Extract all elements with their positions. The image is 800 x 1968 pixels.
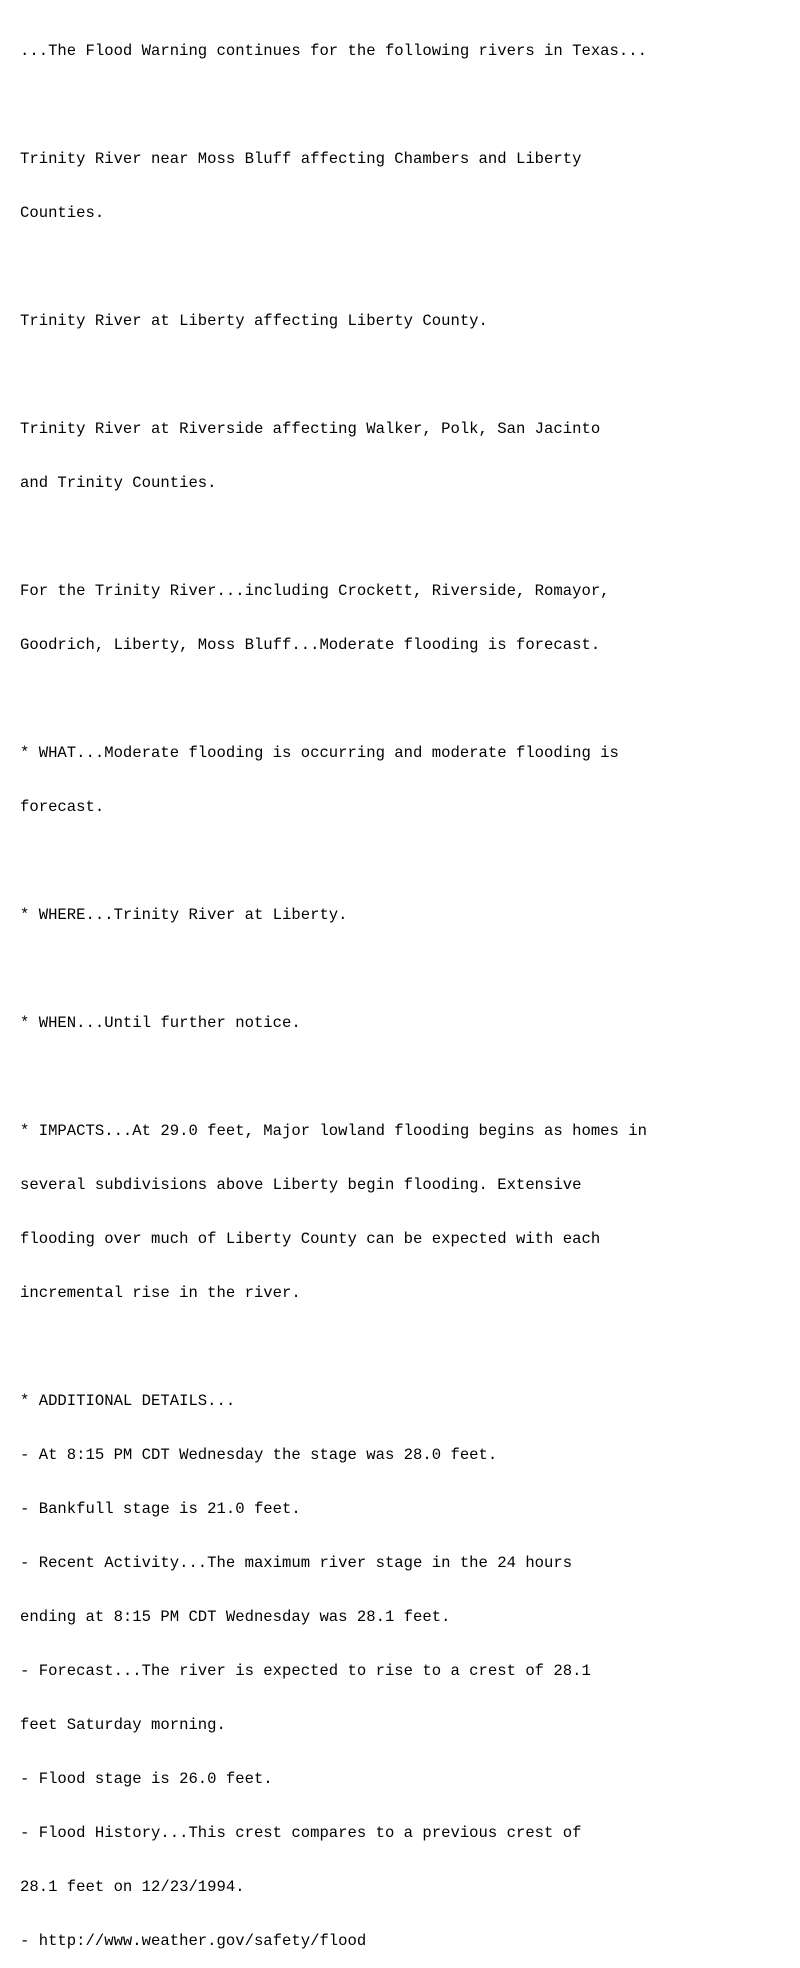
forecast-line-1: - Forecast...The river is expected to rise to a crest of 28.1 — [20, 1662, 591, 1680]
summary-line-1: For the Trinity River...including Crockett, Riverside, Romayor, — [20, 582, 610, 600]
river-riverside-line-1: Trinity River at Riverside affecting Walker, Polk, San Jacinto — [20, 420, 601, 438]
current-stage-line: - At 8:15 PM CDT Wednesday the stage was 28.0 feet. — [20, 1446, 498, 1464]
blank-line — [20, 366, 800, 384]
header-line: ...The Flood Warning continues for the following rivers in Texas... — [20, 42, 647, 60]
bankfull-stage-line: - Bankfull stage is 21.0 feet. — [20, 1500, 301, 1518]
impacts-line-1: * IMPACTS...At 29.0 feet, Major lowland flooding begins as homes in — [20, 1122, 647, 1140]
blank-line — [20, 96, 800, 114]
safety-link[interactable]: - http://www.weather.gov/safety/flood — [20, 1932, 367, 1950]
recent-activity-line-1: - Recent Activity...The maximum river stage in the 24 hours — [20, 1554, 573, 1572]
blank-line — [20, 960, 800, 978]
blank-line — [20, 528, 800, 546]
blank-line — [20, 1068, 800, 1086]
what-line-2: forecast. — [20, 798, 105, 816]
blank-line — [20, 690, 800, 708]
river-moss-bluff-line-2: Counties. — [20, 204, 105, 222]
flood-history-line-2: 28.1 feet on 12/23/1994. — [20, 1878, 245, 1896]
blank-line — [20, 1338, 800, 1356]
when-line: * WHEN...Until further notice. — [20, 1014, 301, 1032]
river-liberty-line: Trinity River at Liberty affecting Liberty County. — [20, 312, 488, 330]
river-moss-bluff-line-1: Trinity River near Moss Bluff affecting Chambers and Liberty — [20, 150, 582, 168]
flood-stage-line: - Flood stage is 26.0 feet. — [20, 1770, 273, 1788]
where-line: * WHERE...Trinity River at Liberty. — [20, 906, 348, 924]
blank-line — [20, 258, 800, 276]
blank-line — [20, 852, 800, 870]
summary-line-2: Goodrich, Liberty, Moss Bluff...Moderate flooding is forecast. — [20, 636, 601, 654]
impacts-line-3: flooding over much of Liberty County can be expected with each — [20, 1230, 601, 1248]
impacts-line-4: incremental rise in the river. — [20, 1284, 301, 1302]
forecast-line-2: feet Saturday morning. — [20, 1716, 226, 1734]
impacts-line-2: several subdivisions above Liberty begin flooding. Extensive — [20, 1176, 582, 1194]
river-riverside-line-2: and Trinity Counties. — [20, 474, 217, 492]
additional-details-heading: * ADDITIONAL DETAILS... — [20, 1392, 236, 1410]
what-line-1: * WHAT...Moderate flooding is occurring and moderate flooding is — [20, 744, 619, 762]
flood-history-line-1: - Flood History...This crest compares to a previous crest of — [20, 1824, 582, 1842]
recent-activity-line-2: ending at 8:15 PM CDT Wednesday was 28.1 feet. — [20, 1608, 451, 1626]
